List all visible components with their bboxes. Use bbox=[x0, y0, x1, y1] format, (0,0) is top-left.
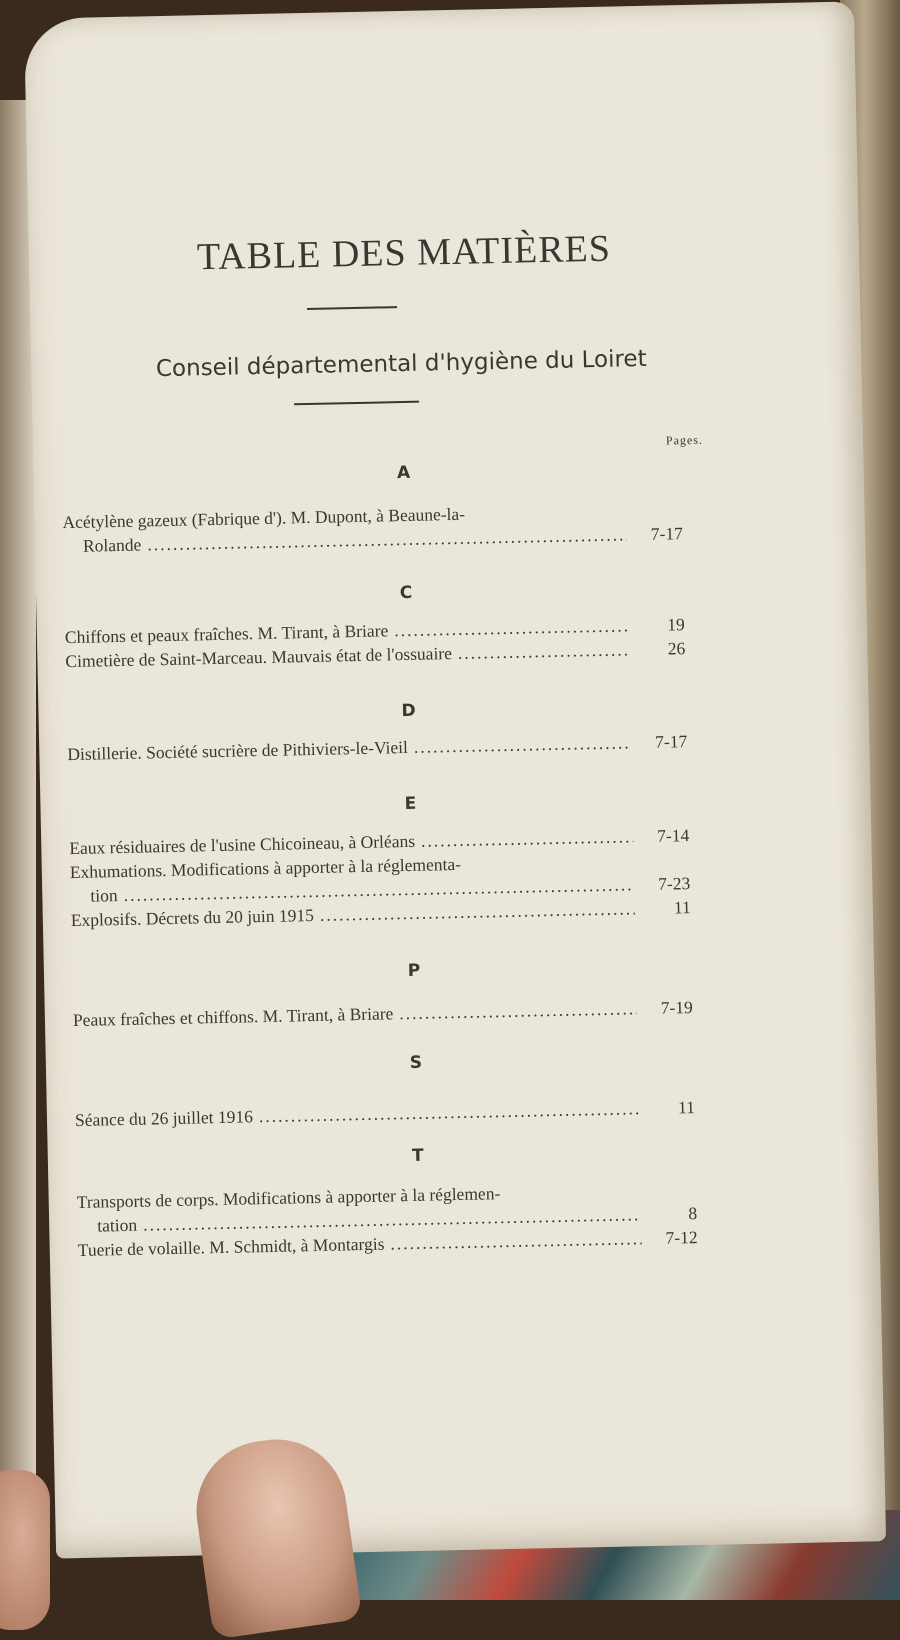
entry-pages: 7-17 bbox=[654, 731, 688, 752]
section-letter-e: E bbox=[404, 793, 417, 815]
toc-entry bbox=[67, 729, 687, 766]
page-title: TABLE DES MATIÈRES bbox=[196, 227, 612, 279]
toc-entry bbox=[62, 497, 683, 558]
subtitle-rule bbox=[294, 401, 419, 406]
entry-pages: 11 bbox=[673, 897, 691, 918]
entry-text: Eaux résiduaires de l'usine Chicoineau, à Orléans bbox=[69, 830, 416, 859]
entry-pages: 8 bbox=[688, 1203, 698, 1224]
dot-leader bbox=[421, 824, 634, 852]
entry-text: Transports de corps. Modifications à apporter à la réglemen- bbox=[76, 1183, 501, 1213]
entry-text-continued: tation bbox=[97, 1214, 138, 1236]
entry-text: Séance du 26 juillet 1916 bbox=[74, 1106, 254, 1131]
toc-entry bbox=[75, 1095, 695, 1132]
dot-leader bbox=[390, 1226, 642, 1255]
entry-pages: 7-17 bbox=[650, 523, 684, 544]
section-letter-a: A bbox=[396, 462, 411, 484]
entry-text: Acétylène gazeux (Fabrique d'). M. Dupont, à Beaune-la- bbox=[62, 503, 466, 533]
entry-text: Exhumations. Modifications à apporter à la réglementa- bbox=[69, 853, 462, 883]
entry-pages: 26 bbox=[667, 638, 686, 659]
entry-pages: 19 bbox=[667, 614, 685, 635]
toc-entry bbox=[65, 612, 686, 673]
section-letter-p: P bbox=[407, 960, 421, 982]
dot-leader bbox=[458, 637, 630, 665]
toc-entry bbox=[77, 1177, 698, 1262]
entry-pages: 7-14 bbox=[656, 825, 690, 846]
page-subtitle: Conseil départemental d'hygiène du Loiret bbox=[155, 345, 647, 383]
toc-entry bbox=[73, 995, 693, 1032]
entry-pages: 7-23 bbox=[657, 873, 691, 894]
toc-entry bbox=[69, 823, 691, 932]
entry-pages: 7-12 bbox=[665, 1227, 698, 1248]
dot-leader bbox=[414, 730, 632, 759]
entry-text: Distillerie. Société sucrière de Pithiviers-le-Vieil bbox=[67, 736, 409, 765]
entry-text-continued: tion bbox=[90, 885, 118, 906]
book-page bbox=[24, 1, 886, 1558]
dot-leader bbox=[259, 1096, 640, 1128]
entry-text: Peaux fraîches et chiffons. M. Tirant, à Briare bbox=[72, 1003, 394, 1031]
entry-text-continued: Rolande bbox=[82, 534, 142, 556]
dot-leader bbox=[399, 996, 637, 1025]
entry-text: Cimetière de Saint-Marceau. Mauvais état de l'ossuaire bbox=[65, 643, 453, 672]
entry-text: Chiffons et peaux fraîches. M. Tirant, à Briare bbox=[64, 620, 389, 648]
entry-text: Tuerie de volaille. M. Schmidt, à Montargis bbox=[77, 1233, 385, 1261]
finger bbox=[0, 1470, 50, 1630]
entry-pages: 7-19 bbox=[660, 997, 694, 1018]
section-letter-s: S bbox=[409, 1052, 423, 1074]
pages-column-label: Pages. bbox=[665, 432, 704, 448]
section-letter-t: T bbox=[411, 1145, 424, 1166]
title-rule bbox=[307, 306, 397, 310]
entry-text: Explosifs. Décrets du 20 juin 1915 bbox=[70, 904, 315, 931]
section-letter-d: D bbox=[401, 700, 416, 722]
section-letter-c: C bbox=[399, 582, 413, 604]
entry-pages: 11 bbox=[677, 1097, 696, 1118]
